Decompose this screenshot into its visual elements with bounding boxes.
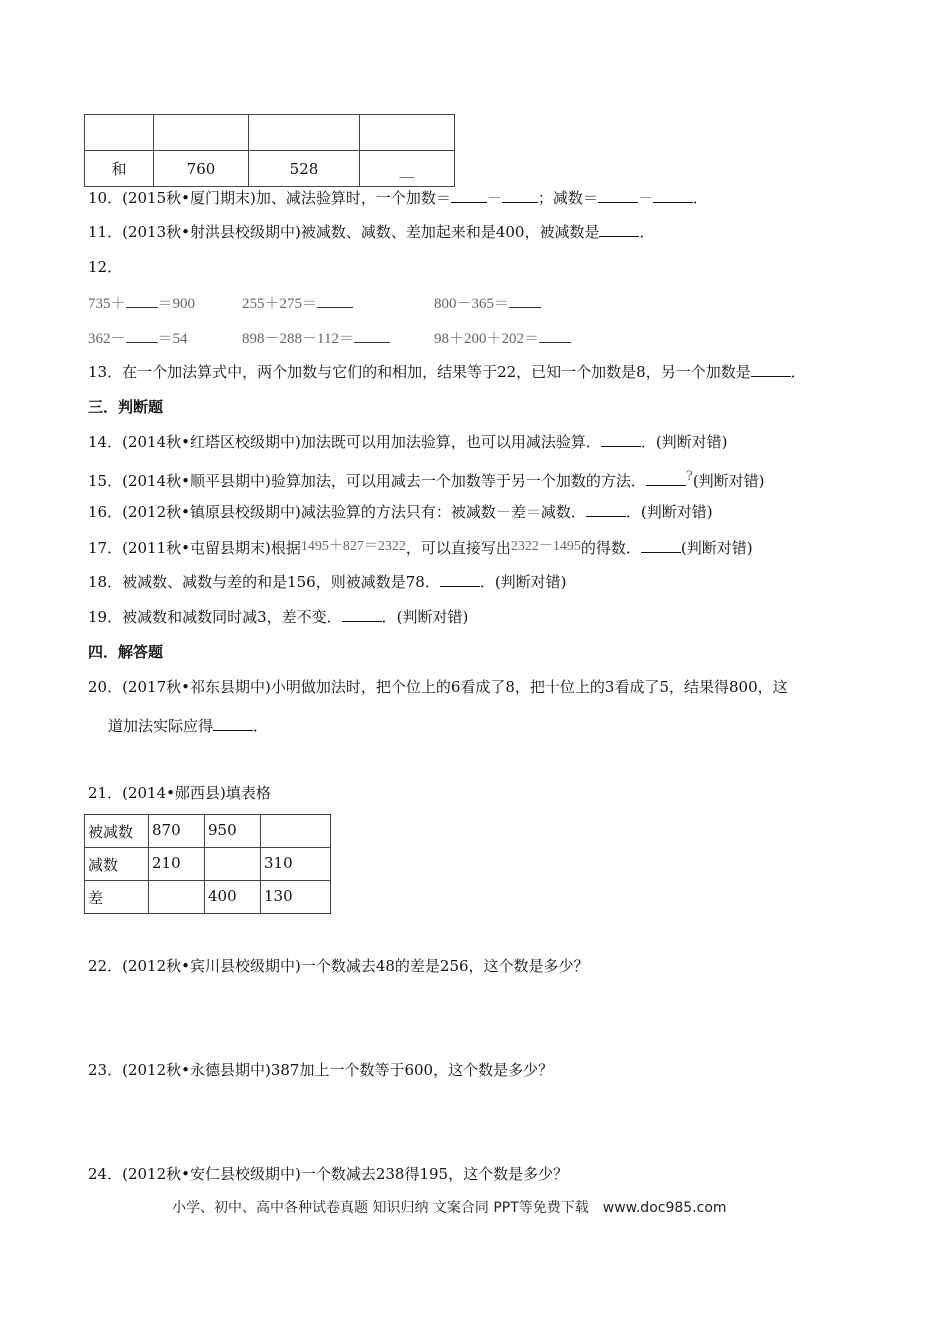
question-number: 21． — [88, 784, 123, 802]
question-text: ． — [790, 363, 806, 381]
question-number: 20． — [88, 678, 123, 696]
question-text: 道加法实际应得 — [108, 717, 214, 735]
question-text: ． — [253, 717, 269, 735]
equation: 98＋200＋202＝ — [434, 327, 571, 348]
question-text: 被减数和减数同时减3，差不变． — [122, 608, 342, 626]
table-row — [85, 848, 331, 881]
question-number: 13． — [88, 363, 123, 381]
question-text: (2012秋•永德县期中)387加上一个数等于600，这个数是多少？ — [122, 1061, 554, 1079]
answer-blank[interactable] — [599, 222, 639, 237]
table-cell[interactable] — [205, 848, 261, 881]
table-cell: 差 — [85, 881, 149, 914]
question-14 — [88, 432, 728, 452]
table-cell — [85, 115, 154, 151]
question-text: ．(判断对错) — [640, 433, 728, 451]
question-text: (2017秋•祁东县期中)小明做加法时，把个位上的6看成了8，把十位上的3看成了5，结果得800，这 — [122, 678, 788, 696]
table-cell: 和 — [85, 151, 154, 187]
table-cell: 870 — [149, 815, 205, 848]
question-20-line-2 — [108, 716, 268, 736]
answer-blank[interactable] — [502, 188, 538, 203]
equation: 800－365＝ — [434, 292, 541, 313]
answer-blank[interactable] — [213, 716, 253, 731]
sum-table — [84, 114, 455, 187]
answer-blank[interactable] — [601, 432, 641, 447]
minus-sign: － — [637, 189, 653, 207]
question-17 — [88, 537, 753, 558]
question-19 — [88, 607, 468, 627]
table-cell: 210 — [149, 848, 205, 881]
table-cell[interactable] — [149, 881, 205, 914]
question-text: (2014•郧西县)填表格 — [122, 784, 271, 802]
table-cell: __ — [360, 151, 455, 187]
table-row — [85, 115, 455, 151]
question-24 — [88, 1164, 568, 1184]
question-text: ． — [639, 223, 655, 241]
section-heading: 三．判断题 — [88, 398, 164, 416]
answer-blank[interactable] — [126, 293, 158, 308]
question-21 — [88, 783, 271, 803]
question-number: 15． — [88, 472, 123, 490]
question-number: 11． — [88, 223, 123, 241]
table-cell[interactable] — [261, 815, 331, 848]
question-text: ． — [692, 189, 708, 207]
equation: 2322－1495 — [510, 539, 581, 554]
question-text: 减数． — [540, 503, 586, 521]
question-text: (2012秋•镇原县校级期中)减法验算的方法只有：被减数 — [122, 503, 496, 521]
question-11 — [88, 222, 654, 242]
question-number: 10． — [88, 189, 123, 207]
fill-table — [84, 814, 331, 914]
question-text: ．(判断对错) — [479, 573, 567, 591]
answer-blank[interactable] — [751, 362, 791, 377]
answer-blank[interactable] — [646, 471, 686, 486]
question-15 — [88, 467, 765, 491]
table-cell: 减数 — [85, 848, 149, 881]
answer-blank[interactable] — [598, 188, 638, 203]
table-row — [85, 881, 331, 914]
question-16 — [88, 502, 713, 522]
question-number: 24． — [88, 1165, 123, 1183]
equation: 1495＋827＝2322 — [300, 539, 406, 554]
answer-blank[interactable] — [539, 328, 571, 343]
minus-sign: － — [486, 189, 502, 207]
question-text: (判断对错) — [680, 539, 753, 557]
question-20 — [88, 677, 788, 697]
question-22 — [88, 956, 589, 976]
table-cell: 310 — [261, 848, 331, 881]
question-text: (2012秋•安仁县校级期中)一个数减去238得195，这个数是多少？ — [122, 1165, 569, 1183]
question-number: 14． — [88, 433, 123, 451]
answer-blank[interactable] — [440, 572, 480, 587]
question-12-number: 12． — [88, 258, 123, 276]
answer-blank[interactable] — [586, 502, 626, 517]
table-cell: 130 — [261, 881, 331, 914]
table-cell: 被减数 — [85, 815, 149, 848]
question-number: 18． — [88, 573, 123, 591]
answer-blank[interactable] — [509, 293, 541, 308]
question-text: ．(判断对错) — [625, 503, 713, 521]
answer-blank[interactable] — [126, 328, 158, 343]
equals-sign: ＝ — [525, 503, 541, 521]
question-10 — [88, 188, 708, 208]
question-text: (2015秋•厦门期末)加、减法验算时，一个加数＝ — [122, 189, 451, 207]
table-cell: 528 — [249, 151, 360, 187]
question-text: 差 — [510, 503, 526, 521]
equation: 362－ ＝54 — [88, 327, 188, 348]
table-cell[interactable]: 950 — [205, 815, 261, 848]
answer-blank[interactable] — [653, 188, 693, 203]
question-mark: ? — [685, 469, 693, 484]
question-text: 的得数． — [580, 539, 641, 557]
table-cell — [249, 115, 360, 151]
minus-sign: － — [495, 503, 511, 521]
table-cell — [154, 115, 249, 151]
question-text: ，可以直接写出 — [405, 539, 511, 557]
question-number: 19． — [88, 608, 123, 626]
section-heading: 四．解答题 — [88, 643, 164, 661]
question-number: 23． — [88, 1061, 123, 1079]
question-13 — [88, 362, 806, 382]
answer-blank[interactable] — [641, 538, 681, 553]
answer-blank[interactable] — [342, 607, 382, 622]
equation: 898－288－112＝ — [242, 327, 390, 348]
table-cell: 760 — [154, 151, 249, 187]
answer-blank[interactable] — [354, 328, 390, 343]
question-text: (2014秋•红塔区校级期中)加法既可以用加法验算，也可以用减法验算． — [122, 433, 601, 451]
question-number: 22． — [88, 957, 123, 975]
question-text: 在一个加法算式中，两个加数与它们的和相加，结果等于22，已知一个加数是8，另一个加数是 — [122, 363, 751, 381]
question-text: ；减数＝ — [537, 189, 598, 207]
table-row — [85, 815, 331, 848]
answer-blank[interactable] — [451, 188, 487, 203]
equation: 735＋ ＝900 — [88, 292, 195, 313]
question-text: 被减数、减数与差的和是156，则被减数是78． — [122, 573, 440, 591]
table-row — [85, 151, 455, 187]
question-18 — [88, 572, 567, 592]
question-text: (2011秋•屯留县期末)根据 — [122, 539, 301, 557]
question-text: (判断对错) — [692, 472, 765, 490]
table-cell: 400 — [205, 881, 261, 914]
question-text: (2012秋•宾川县校级期中)一个数减去48的差是256，这个数是多少？ — [122, 957, 589, 975]
question-text: (2014秋•顺平县期中)验算加法，可以用减去一个加数等于另一个加数的方法． — [122, 472, 646, 490]
page-footer: 小学、初中、高中各种试卷真题 知识归纳 文案合同 PPT等免费下载 www.doc985.com — [172, 1200, 727, 1216]
question-number: 17． — [88, 539, 123, 557]
answer-blank[interactable] — [317, 293, 353, 308]
table-cell — [360, 115, 455, 151]
equation: 255＋275＝ — [242, 292, 353, 313]
question-23 — [88, 1060, 553, 1080]
question-number: 16． — [88, 503, 123, 521]
question-text: (2013秋•射洪县校级期中)被减数、减数、差加起来和是400，被减数是 — [122, 223, 600, 241]
question-text: ．(判断对错) — [381, 608, 469, 626]
